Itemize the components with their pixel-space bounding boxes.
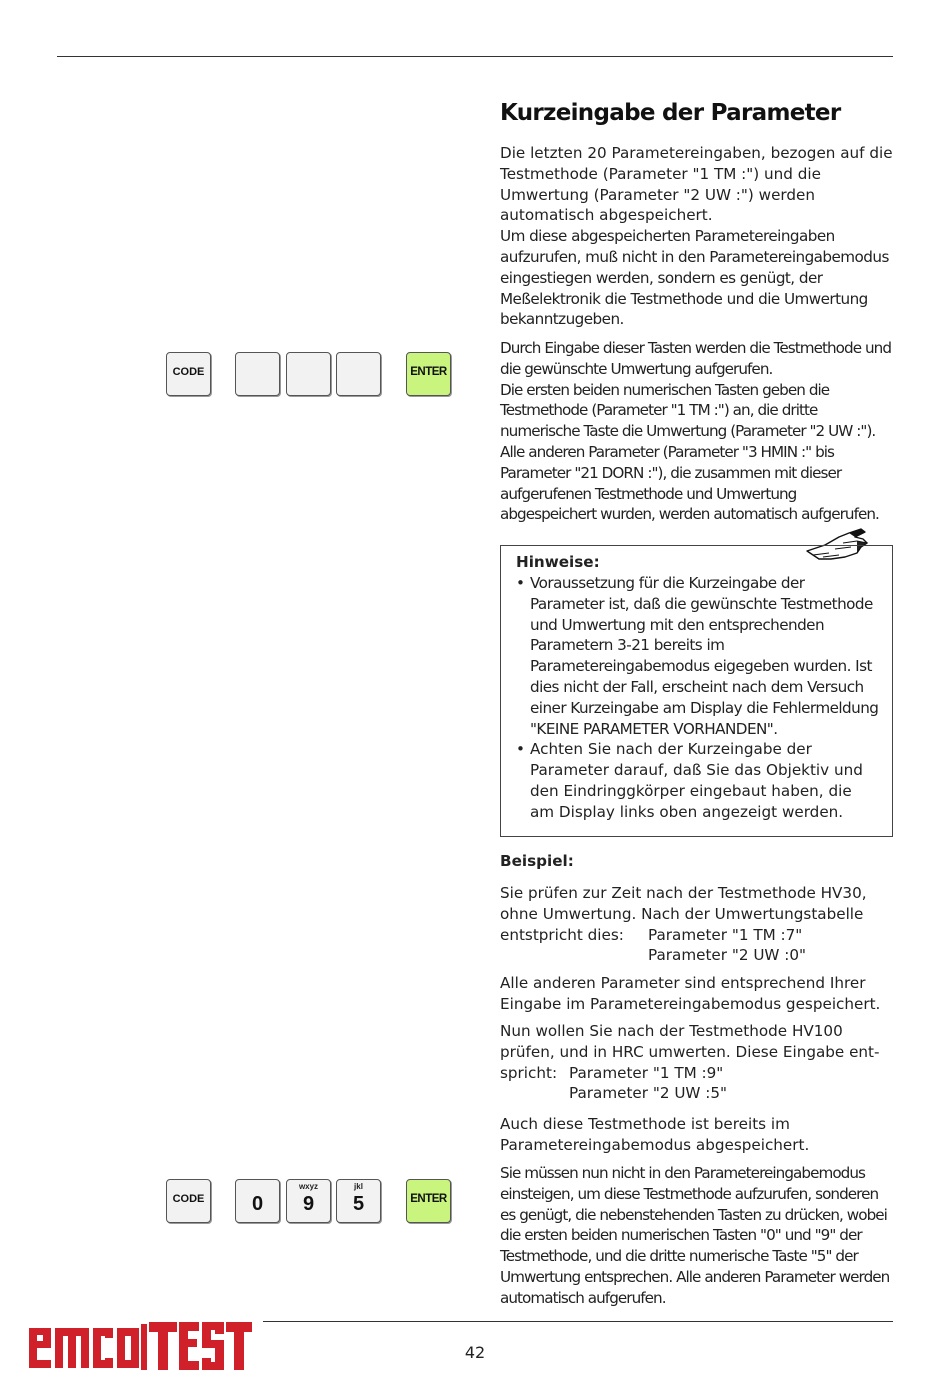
example-paragraph-2-text: Alle anderen Parameter sind entsprechend Ihrer Eingabe im Parametereingabemodus gespeichert. — [500, 974, 881, 1013]
example-paragraph-3 — [500, 1021, 893, 1104]
example-paragraph-3-text: Nun wollen Sie nach der Testmethode HV100 prüfen, und in HRC umwerten. Diese Eingabe ent- — [500, 1022, 880, 1061]
page-number: 42 — [464, 1343, 486, 1362]
keys-paragraph-3: Alle anderen Parameter (Parameter "3 HMIN :" bis Parameter "21 DORN :"), die zusammen mit dieser aufgerufenen Testmethode und Umwertung abgespeichert wurden, werden automatisch aufgerufen. — [500, 442, 879, 524]
intro-paragraph-1: Die letzten 20 Parametereingaben, bezogen auf die Testmethode (Parameter "1 TM :") und die Umwertung (Parameter "2 UW :") werden automatisch abgespeichert. — [500, 144, 893, 225]
example-param-lead-1: entstpricht dies: — [500, 925, 624, 944]
note-item-2: • Achten Sie nach der Kurzeingabe der Parameter darauf, daß Sie das Objektiv und den Eindringgkörper eingebaut haben, die am Display links oben angezeigt werden. — [515, 739, 879, 822]
example-paragraph-4-text: Auch diese Testmethode ist bereits im Parametereingabemodus abgespeichert. — [500, 1115, 810, 1154]
numeric-key-5 — [336, 1179, 381, 1223]
numeric-key-9-letters: wxyz — [298, 1182, 319, 1191]
example-enter-key-label: ENTER — [410, 1193, 447, 1205]
example-param-1a: Parameter "1 TM :7" — [648, 925, 803, 944]
example-paragraph-4 — [500, 1114, 893, 1156]
notes-title: Hinweise: — [516, 553, 600, 571]
intro-paragraph-2: Um diese abgespeicherten Parametereingaben aufzurufen, muß nicht in den Parametereingabemodus eingestiegen werden, sondern es genügt, der Meßelektronik die Testmethode und die Umwertung bekanntzugeben. — [500, 227, 889, 329]
emco-test-logo — [27, 1318, 253, 1374]
note-item-1: • Voraussetzung für die Kurzeingabe der Parameter ist, daß die gewünschte Testmethode und Umwertung mit den entsprechenden Parametern 3-21 bereits im Parametereingabemodus eigegeben wurden. Ist dies nicht der Fall, erscheint nach dem Versuch einer Kurzeingabe am Display die Fehlermeldung "KEINE PARAMETER VORHANDEN". — [515, 573, 879, 739]
intro-section — [500, 143, 893, 330]
numeric-key-blank-3 — [336, 352, 381, 396]
numeric-key-blank-1 — [235, 352, 280, 396]
code-key — [166, 352, 211, 396]
example-param-row-3 — [500, 1063, 893, 1084]
code-key-label: CODE — [172, 366, 205, 378]
keys-paragraph-2: Die ersten beiden numerischen Tasten geben die Testmethode (Parameter "1 TM :") an, die dritte numerische Taste die Umwertung (Parameter "2 UW :"). — [500, 380, 876, 441]
example-paragraph-5 — [500, 1163, 893, 1309]
example-paragraph-5-text: Sie müssen nun nicht in den Parametereingabemodus einsteigen, um diese Testmethode aufzurufen, sonderen es genügt, die nebenstehenden Tasten zu drücken, wobei die ersten beiden numerischen Tasten "0" und "9" der Testmethode, und die dritte numerische Taste "5" der Umwertung entsprechen. Alle anderen Parameter werden automatisch aufgerufen. — [500, 1164, 890, 1307]
example-enter-key — [406, 1179, 451, 1223]
keys-explanation-section — [500, 338, 893, 525]
keys-paragraph-1: Durch Eingabe dieser Tasten werden die Testmethode und die gewünschte Umwertung aufgerufen. — [500, 339, 892, 378]
example-paragraph-1-text: Sie prüfen zur Zeit nach der Testmethode HV30, ohne Umwertung. Nach der Umwertungstabelle — [500, 884, 867, 923]
example-param-3a: Parameter "1 TM :9" — [569, 1063, 724, 1082]
enter-key-label: ENTER — [410, 366, 447, 378]
numeric-key-5-digit: 5 — [352, 1193, 365, 1215]
example-param-lead-3: spricht: — [500, 1063, 558, 1082]
notes-list — [515, 573, 879, 823]
bottom-rule — [263, 1321, 893, 1322]
example-param-3b: Parameter "2 UW :5" — [569, 1084, 728, 1103]
example-paragraph-1 — [500, 883, 893, 966]
example-code-key — [166, 1179, 211, 1223]
example-code-key-label: CODE — [172, 1193, 205, 1205]
enter-key — [406, 352, 451, 396]
page-title: Kurzeingabe der Parameter — [500, 100, 841, 126]
notes-box — [500, 545, 893, 837]
numeric-key-blank-2 — [286, 352, 331, 396]
top-rule — [57, 56, 893, 57]
numeric-key-0 — [235, 1179, 280, 1223]
example-title: Beispiel: — [500, 852, 574, 870]
numeric-key-0-digit: 0 — [251, 1193, 264, 1215]
numeric-key-9 — [286, 1179, 331, 1223]
numeric-key-9-digit: 9 — [302, 1193, 315, 1215]
example-paragraph-2 — [500, 973, 893, 1015]
example-param-row-1 — [500, 925, 893, 946]
example-param-1b: Parameter "2 UW :0" — [648, 946, 807, 965]
numeric-key-5-letters: jkl — [354, 1182, 363, 1191]
